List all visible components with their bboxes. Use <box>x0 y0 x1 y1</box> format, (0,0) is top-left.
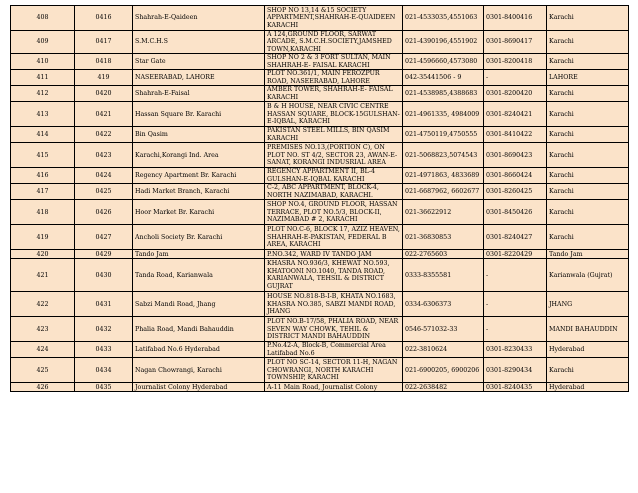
city-cell: Karianwala (Gujrat) <box>547 259 629 292</box>
serial-number-cell: 420 <box>11 250 75 259</box>
table-row <box>11 292 629 317</box>
city-cell: Karachi <box>547 225 629 250</box>
branch-name-cell: Latifabad No.6 Hyderabad <box>133 342 265 358</box>
phone-cell: 021-4538985,4388683 <box>403 86 484 102</box>
branch-code-cell: 0433 <box>75 342 133 358</box>
branch-name-cell: Star Gate <box>133 54 265 70</box>
mobile-cell: 0301-8400416 <box>484 6 547 31</box>
mobile-cell: 0301-8290434 <box>484 358 547 383</box>
address-cell: P.NO.342, WARD IV TANDO JAM <box>265 250 403 259</box>
mobile-cell: - <box>484 70 547 86</box>
branch-code-cell: 0426 <box>75 200 133 225</box>
table-row <box>11 200 629 225</box>
city-cell: Karachi <box>547 54 629 70</box>
branch-name-cell: Hassan Square Br. Karachi <box>133 102 265 127</box>
address-cell: SHOP NO 13,14 &15 SOCIETY APPARTMENT,SHAHRAH-E-QUAIDEEN KARACHI <box>265 6 403 31</box>
city-cell: Karachi <box>547 6 629 31</box>
branch-code-cell: 0435 <box>75 383 133 392</box>
phone-cell: 042-35441506 - 9 <box>403 70 484 86</box>
phone-cell: 021-6687962, 6602677 <box>403 184 484 200</box>
address-cell: A-11 Main Road, Journalist Colony <box>265 383 403 392</box>
serial-number-cell: 422 <box>11 292 75 317</box>
address-cell: SHOP NO.4, GROUND FLOOR, HASSAN TERRACE, PLOT NO.5/3, BLOCK-II, NAZIMABAD # 2, KARACHI <box>265 200 403 225</box>
address-cell: REGENCY APPARTMENT II, BL-4 GULSHAN-E-IQBAL KARACHI <box>265 168 403 184</box>
mobile-cell: - <box>484 292 547 317</box>
phone-cell: 021-4750119,4750555 <box>403 127 484 143</box>
city-cell: Karachi <box>547 127 629 143</box>
table-row <box>11 86 629 102</box>
table-row <box>11 259 629 292</box>
city-cell: Karachi <box>547 143 629 168</box>
serial-number-cell: 417 <box>11 184 75 200</box>
city-cell: Hyderabad <box>547 383 629 392</box>
serial-number-cell: 419 <box>11 225 75 250</box>
serial-number-cell: 409 <box>11 31 75 54</box>
branch-code-cell: 0430 <box>75 259 133 292</box>
address-cell: PREMISES NO.13,(PORTION C), ON PLOT NO. ST 4/2, SECTOR 23, AWAN-E-SANAT, KORANGI INDUSRIAL AREA <box>265 143 403 168</box>
branch-name-cell: Hoor Market Br. Karachi <box>133 200 265 225</box>
mobile-cell: 0301-8690423 <box>484 143 547 168</box>
phone-cell: 0546-571032-33 <box>403 317 484 342</box>
branch-name-cell: Tando Jam <box>133 250 265 259</box>
branch-name-cell: S.M.C.H.S <box>133 31 265 54</box>
phone-cell: 0333-8355581 <box>403 259 484 292</box>
branch-name-cell: Shahrah-E-Faisal <box>133 86 265 102</box>
mobile-cell: 0301-8260425 <box>484 184 547 200</box>
mobile-cell: 0301-8240435 <box>484 383 547 392</box>
city-cell: Karachi <box>547 86 629 102</box>
city-cell: JHANG <box>547 292 629 317</box>
branch-code-cell: 0429 <box>75 250 133 259</box>
branch-name-cell: Nagan Chowrangi, Karachi <box>133 358 265 383</box>
address-cell: B & H HOUSE, NEAR CIVIC CENTRE HASSAN SQUARE, BLOCK-15GULSHAN-E-IQBAL, KARACHI <box>265 102 403 127</box>
phone-cell: 021-4971863, 4833689 <box>403 168 484 184</box>
phone-cell: 021-6900205, 6900206 <box>403 358 484 383</box>
branch-name-cell: Hadi Market Branch, Karachi <box>133 184 265 200</box>
city-cell: Tando Jam <box>547 250 629 259</box>
mobile-cell: 0301-8200420 <box>484 86 547 102</box>
table-row <box>11 6 629 31</box>
table-row <box>11 383 629 392</box>
phone-cell: 021-4961335, 4984009 <box>403 102 484 127</box>
branch-code-cell: 0424 <box>75 168 133 184</box>
city-cell: Hyderabad <box>547 342 629 358</box>
branch-code-cell: 419 <box>75 70 133 86</box>
city-cell: Karachi <box>547 358 629 383</box>
phone-cell: 021-36622912 <box>403 200 484 225</box>
city-cell: MANDI BAHAUDDIN <box>547 317 629 342</box>
phone-cell: 022-2765603 <box>403 250 484 259</box>
address-cell: PLOT NO.361/1, MAIN FEROZPUR ROAD, NASEERABAD, LAHORE <box>265 70 403 86</box>
table-row <box>11 127 629 143</box>
serial-number-cell: 418 <box>11 200 75 225</box>
branch-code-cell: 0425 <box>75 184 133 200</box>
serial-number-cell: 423 <box>11 317 75 342</box>
address-cell: AMBER TOWER, SHAHRAH-E- FAISAL KARACHI <box>265 86 403 102</box>
branch-code-cell: 0434 <box>75 358 133 383</box>
address-cell: HOUSE NO.818-B-I-B, KHATA NO.1683, KHASRA NO.385, SABZI MANDI ROAD, JHANG <box>265 292 403 317</box>
branch-table <box>10 5 629 392</box>
table-row <box>11 168 629 184</box>
mobile-cell: 0301-8410422 <box>484 127 547 143</box>
address-cell: PLOT NO.B-17/58, PHALIA ROAD, NEAR SEVEN WAY CHOWK, TEHIL & DISTRICT MANDI BAHAUDDIN <box>265 317 403 342</box>
serial-number-cell: 411 <box>11 70 75 86</box>
table-row <box>11 102 629 127</box>
table-row <box>11 225 629 250</box>
address-cell: C-2, ABC APPARTMENT, BLOCK-4, NORTH NAZIMABAD, KARACHI. <box>265 184 403 200</box>
city-cell: Karachi <box>547 31 629 54</box>
serial-number-cell: 415 <box>11 143 75 168</box>
phone-cell: 0334-6306373 <box>403 292 484 317</box>
branch-name-cell: NASEERABAD, LAHORE <box>133 70 265 86</box>
serial-number-cell: 425 <box>11 358 75 383</box>
table-row <box>11 31 629 54</box>
address-cell: PAKISTAN STEEL MILLS, BIN QASIM KARACHI <box>265 127 403 143</box>
address-cell: PLOT NO SC-14, SECTOR 11-H, NAGAN CHOWRANGI, NORTH KARACHI TOWNSHIP, KARACHI <box>265 358 403 383</box>
branch-name-cell: Tanda Road, Karianwala <box>133 259 265 292</box>
city-cell: Karachi <box>547 102 629 127</box>
branch-code-cell: 0417 <box>75 31 133 54</box>
city-cell: Karachi <box>547 200 629 225</box>
serial-number-cell: 424 <box>11 342 75 358</box>
branch-code-cell: 0420 <box>75 86 133 102</box>
table-row <box>11 143 629 168</box>
mobile-cell: 0301-8690417 <box>484 31 547 54</box>
table-row <box>11 317 629 342</box>
table-row <box>11 54 629 70</box>
branch-code-cell: 0418 <box>75 54 133 70</box>
serial-number-cell: 410 <box>11 54 75 70</box>
phone-cell: 021-4390196,4551902 <box>403 31 484 54</box>
mobile-cell: 0301-8660424 <box>484 168 547 184</box>
phone-cell: 022-2638482 <box>403 383 484 392</box>
table-row <box>11 70 629 86</box>
phone-cell: 021-5068823,5074543 <box>403 143 484 168</box>
mobile-cell: - <box>484 259 547 292</box>
serial-number-cell: 426 <box>11 383 75 392</box>
mobile-cell: 0301-8230433 <box>484 342 547 358</box>
branch-code-cell: 0427 <box>75 225 133 250</box>
serial-number-cell: 416 <box>11 168 75 184</box>
phone-cell: 021-4596660,4573080 <box>403 54 484 70</box>
address-cell: SHOP NO 2 & 3 FORT SULTAN, MAIN SHAHRAH-E- FAISAL KARACHI <box>265 54 403 70</box>
serial-number-cell: 412 <box>11 86 75 102</box>
branch-code-cell: 0422 <box>75 127 133 143</box>
branch-name-cell: Journalist Colony Hyderabad <box>133 383 265 392</box>
table-row <box>11 342 629 358</box>
branch-name-cell: Bin Qasim <box>133 127 265 143</box>
mobile-cell: - <box>484 317 547 342</box>
serial-number-cell: 408 <box>11 6 75 31</box>
mobile-cell: 0301-8240421 <box>484 102 547 127</box>
mobile-cell: 0301-8200418 <box>484 54 547 70</box>
city-cell: Karachi <box>547 168 629 184</box>
branch-code-cell: 0431 <box>75 292 133 317</box>
phone-cell: 021-36830853 <box>403 225 484 250</box>
serial-number-cell: 421 <box>11 259 75 292</box>
serial-number-cell: 413 <box>11 102 75 127</box>
branch-code-cell: 0423 <box>75 143 133 168</box>
city-cell: LAHORE <box>547 70 629 86</box>
mobile-cell: 0301-8220429 <box>484 250 547 259</box>
address-cell: A 124,GROUND FLOOR, SARWAT ARCADE, S.M.C.H.SOCIETY,JAMSHED TOWN,KARACHI <box>265 31 403 54</box>
branch-code-cell: 0416 <box>75 6 133 31</box>
branch-code-cell: 0421 <box>75 102 133 127</box>
phone-cell: 022-3810624 <box>403 342 484 358</box>
branch-name-cell: Shahrah-E-Qaideen <box>133 6 265 31</box>
branch-name-cell: Regency Apartment Br. Karachi <box>133 168 265 184</box>
branch-name-cell: Phalia Road, Mandi Bahauddin <box>133 317 265 342</box>
mobile-cell: 0301-8450426 <box>484 200 547 225</box>
table-row <box>11 184 629 200</box>
branch-name-cell: Ancholi Society Br. Karachi <box>133 225 265 250</box>
address-cell: PLOT NO.C-6, BLOCK 17, AZIZ HEAVEN, SHAHRAH-E-PAKISTAN, FEDERAL B AREA, KARACHI <box>265 225 403 250</box>
city-cell: Karachi <box>547 184 629 200</box>
branch-name-cell: Sabzi Mandi Road, Jhang <box>133 292 265 317</box>
branch-name-cell: Karachi,Korangi Ind. Area <box>133 143 265 168</box>
table-row <box>11 250 629 259</box>
branch-code-cell: 0432 <box>75 317 133 342</box>
address-cell: KHASRA NO.936/3, KHEWAT NO.593, KHATOONI NO.1040, TANDA ROAD, KARIANWALA, TEHSIL & DISTRICT GUJRAT <box>265 259 403 292</box>
phone-cell: 021-4533035,4551063 <box>403 6 484 31</box>
mobile-cell: 0301-8240427 <box>484 225 547 250</box>
table-row <box>11 358 629 383</box>
address-cell: P.No.42-A, Block-B, Commercial Area Latifabad No.6 <box>265 342 403 358</box>
serial-number-cell: 414 <box>11 127 75 143</box>
